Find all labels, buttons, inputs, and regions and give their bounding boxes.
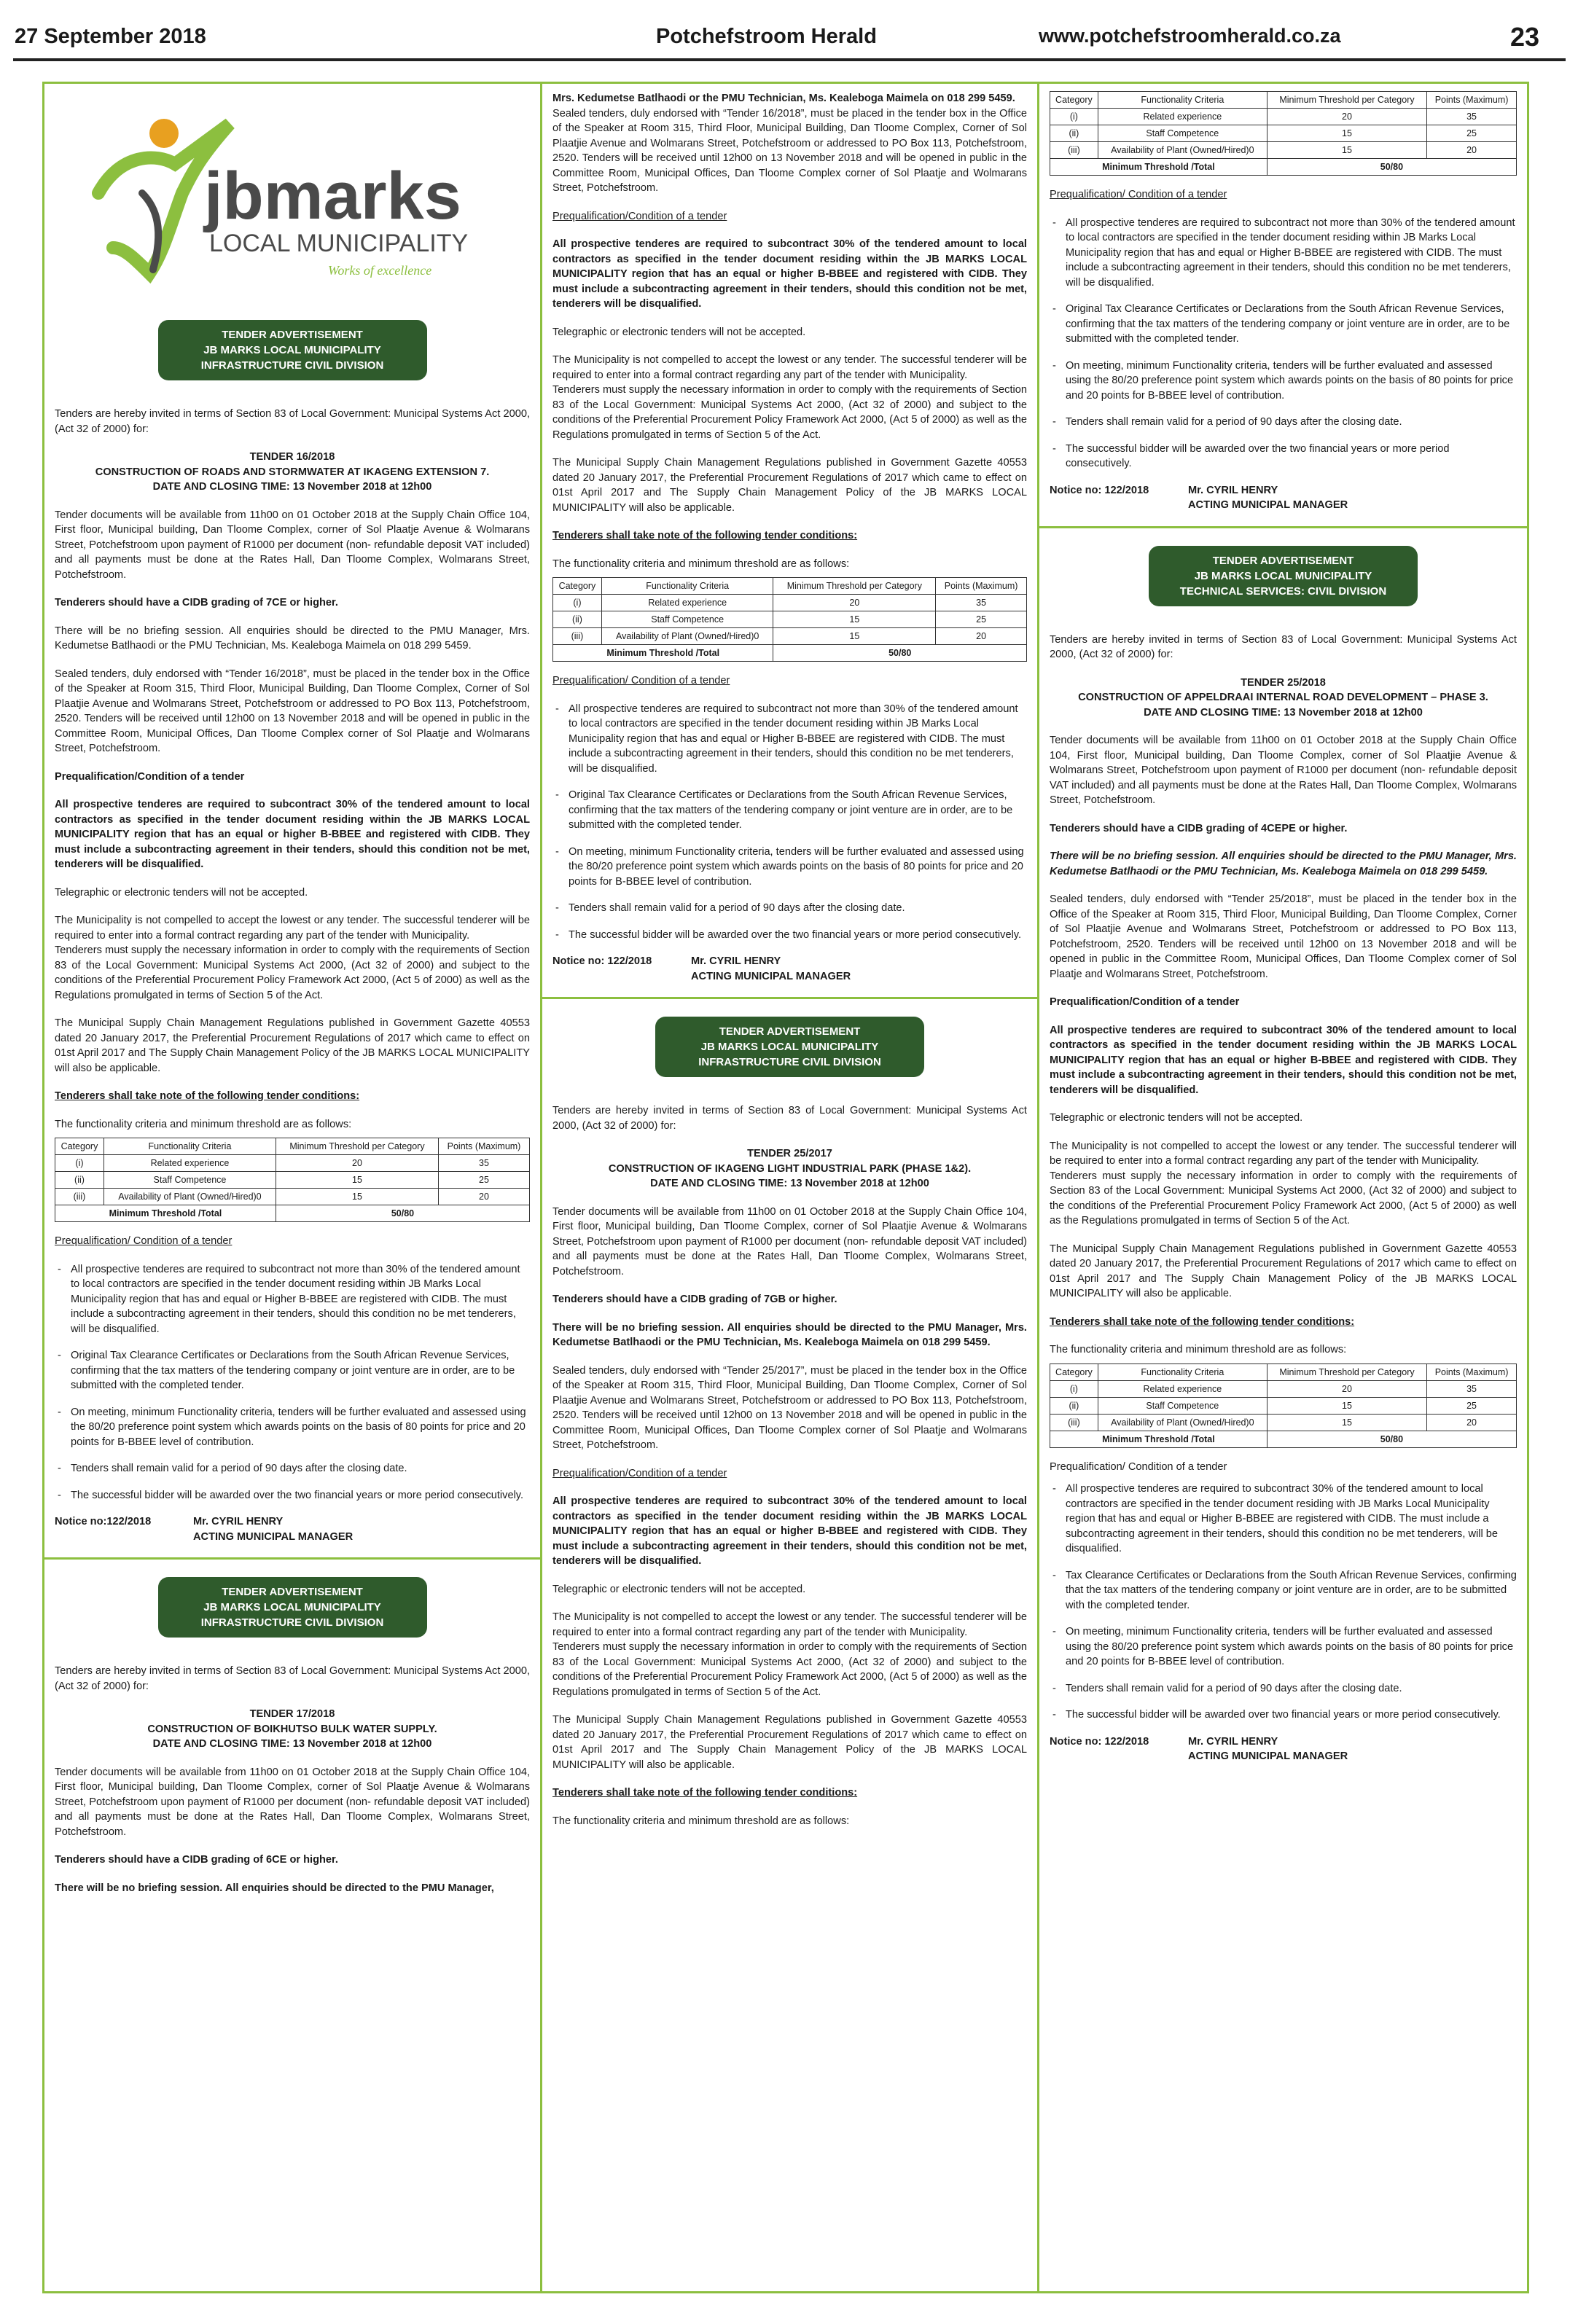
requirements-text: Tenderers must supply the necessary information in order to comply with the requirements of Section 83 of the Local Government: Municipal Systems Act 2000, (Act 32 of 2000) and subject to the conditions of the Preferential Procurement Policy Framework Act 2000, (Act 5 of 2000) as well as the Regulations promulgated in terms of Section 5 of the Act.: [55, 944, 530, 1001]
lowest-tender-note: The Municipality is not compelled to accept the lowest or any tender. The successful tenderer will be required to enter into a formal contract regarding any part of the tender with Municipality.: [1050, 1140, 1517, 1167]
documents-text: Tender documents will be available from 11h00 on 01 October 2018 at the Supply Chain Office 104, First floor, Municipal building, Dan Tloome Complex, corner of Sol Plaatjie Avenue & Wolmarans Street, Potchefstroom upon payment of R1000 per document (non- refundable deposit VAT included) and all payments must be done at the Rates Hall, Dan Tloome Complex, Wolmarans Street, Potchefstroom.: [552, 1205, 1027, 1278]
lowest-tender-note: The Municipality is not compelled to accept the lowest or any tender. The successful tenderer will be required to enter into a formal contract regarding any part of the tender with Municipality.: [55, 915, 530, 942]
functionality-criteria-table: [1050, 1364, 1517, 1448]
notice-signature: [552, 954, 1027, 984]
list-item: - Tenders shall remain valid for a period of 90 days after the closing date.: [1050, 415, 1517, 430]
notice-signature: [1050, 483, 1517, 513]
table-row: [55, 1155, 530, 1172]
invitation-text: Tenders are hereby invited in terms of Section 83 of Local Government: Municipal Systems Act 2000, (Act 32 of 2000) for:: [55, 408, 530, 435]
table-row: [553, 595, 1027, 611]
table-cell: 15: [276, 1189, 438, 1205]
signatory-name: Mr. CYRIL HENRY: [1188, 1735, 1278, 1748]
table-cell: 20: [1427, 142, 1517, 159]
list-item: - Original Tax Clearance Certificates or Declarations from the South African Revenue Services, confirming that the tax matters of the tendering company or joint venture are in order, are to be submitted with the completed tender.: [55, 1348, 530, 1393]
masthead-rule: [13, 58, 1566, 61]
tender-title: CONSTRUCTION OF ROADS AND STORMWATER AT IKAGENG EXTENSION 7.: [95, 466, 490, 478]
col-header: Functionality Criteria: [1098, 92, 1267, 109]
conditions-list: [1050, 1482, 1517, 1723]
signatory-title: ACTING MUNICIPAL MANAGER: [1188, 499, 1348, 511]
table-cell: (iii): [55, 1189, 104, 1205]
masthead: [0, 0, 1578, 58]
table-cell: 25: [1427, 1397, 1517, 1414]
invitation-text: Tenders are hereby invited in terms of Section 83 of Local Government: Municipal Systems Act 2000, (Act 32 of 2000) for:: [552, 1105, 1027, 1132]
table-cell: 20: [439, 1189, 530, 1205]
list-item: - On meeting, minimum Functionality criteria, tenders will be further evaluated and assessed using the 80/20 preference point system which awards points on the basis of 80 points for price and 20 points for B-BBEE level of contribution.: [1050, 359, 1517, 404]
table-cell: 20: [276, 1155, 438, 1172]
header-line-1: TENDER ADVERTISEMENT: [719, 1025, 861, 1038]
column-3: [1039, 84, 1527, 2291]
cidb-requirement: Tenderers should have a CIDB grading of 7CE or higher.: [55, 597, 338, 609]
list-item: - On meeting, minimum Functionality criteria, tenders will be further evaluated and assessed using the 80/20 preference point system which awards points on the basis of 80 points for price and 20 points for B-BBEE level of contribution.: [552, 845, 1027, 890]
header-line-2: JB MARKS LOCAL MUNICIPALITY: [203, 1601, 381, 1613]
total-value: 50/80: [773, 645, 1027, 662]
advert-frame: [42, 82, 1529, 2293]
col-header: Category: [1050, 1364, 1098, 1380]
tender-25-2017: [542, 997, 1037, 1846]
col-header: Minimum Threshold per Category: [276, 1138, 438, 1155]
table-cell: 15: [1267, 1397, 1426, 1414]
subcontract-condition: All prospective tenderes are required to subcontract 30% of the tendered amount to local contractors as specified in the tender document residing within the JB MARKS LOCAL MUNICIPALITY region that has an equal or higher B-BBEE and registered with CIDB. They must include a subcontracting agreement in their tenders, should this condition not be met, tenderers will be disqualified.: [552, 238, 1027, 310]
header-line-2: JB MARKS LOCAL MUNICIPALITY: [700, 1041, 879, 1053]
table-cell: (ii): [1050, 1397, 1098, 1414]
electronic-tenders-note: Telegraphic or electronic tenders will not be accepted.: [55, 886, 308, 899]
header-line-1: TENDER ADVERTISEMENT: [1212, 554, 1354, 567]
scm-regulations-text: The Municipal Supply Chain Management Regulations published in Government Gazette 40553 dated 20 January 2017, the Preferential Procurement Regulations of 2017 which came to effect on 01st April 2017 and The Supply Chain Management Policy of the JB MARKS LOCAL MUNICIPALITY will also be applicable.: [552, 1714, 1027, 1771]
tender-number: TENDER 16/2018: [249, 451, 335, 463]
header-line-3: TECHNICAL SERVICES: CIVIL DIVISION: [1179, 584, 1387, 598]
list-item: - Tenders shall remain valid for a period of 90 days after the closing date.: [1050, 1681, 1517, 1697]
notice-signature: [1050, 1734, 1517, 1764]
header-line-2: JB MARKS LOCAL MUNICIPALITY: [1194, 569, 1372, 582]
tender-title: CONSTRUCTION OF APPELDRAAI INTERNAL ROAD DEVELOPMENT – PHASE 3.: [1078, 692, 1488, 703]
table-row: [1050, 125, 1517, 142]
total-label: Minimum Threshold /Total: [1050, 159, 1268, 176]
table-cell: (ii): [1050, 125, 1098, 142]
scm-regulations-text: The Municipal Supply Chain Management Regulations published in Government Gazette 40553 dated 20 January 2017, the Preferential Procurement Regulations of 2017 which came to effect on 01st April 2017 and The Supply Chain Management Policy of the JB MARKS LOCAL MUNICIPALITY will also be applicable.: [552, 457, 1027, 514]
list-item: - The successful bidder will be awarded over two financial years or more period consecutively.: [1050, 1707, 1517, 1723]
list-item: - Tenders shall remain valid for a period of 90 days after the closing date.: [55, 1461, 530, 1476]
table-cell: Availability of Plant (Owned/Hired)0: [1098, 1414, 1267, 1431]
total-label: Minimum Threshold /Total: [553, 645, 773, 662]
signatory-title: ACTING MUNICIPAL MANAGER: [1188, 1750, 1348, 1762]
table-row: [55, 1172, 530, 1189]
closing-date: DATE AND CLOSING TIME: 13 November 2018 at 12h00: [152, 481, 432, 493]
criteria-intro: The functionality criteria and minimum threshold are as follows:: [552, 1815, 850, 1827]
col-header: Points (Maximum): [1427, 92, 1517, 109]
functionality-criteria-table: [1050, 91, 1517, 176]
conditions-heading: Tenderers shall take note of the following tender conditions:: [552, 530, 858, 541]
conditions-list: [552, 702, 1027, 943]
col-header: Points (Maximum): [1427, 1364, 1517, 1380]
table-row: [55, 1189, 530, 1205]
prequalification-2-heading: Prequalification/ Condition of a tender: [552, 675, 730, 686]
col-header: Minimum Threshold per Category: [773, 578, 936, 595]
documents-text: Tender documents will be available from 11h00 on 01 October 2018 at the Supply Chain Office 104, First floor, Municipal building, Dan Tloome Complex, corner of Sol Plaatje Avenue & Wolmarans Street, Potchefstroom upon payment of R1000 per document (non- refundable deposit VAT included) and all payments must be done at the Rates Hall, Dan Tloome Complex, Wolmarans Street, Potchefstroom.: [55, 1766, 530, 1838]
notice-signature: [55, 1514, 530, 1544]
criteria-intro: The functionality criteria and minimum threshold are as follows:: [55, 1118, 352, 1130]
table-cell: Staff Competence: [1098, 125, 1267, 142]
signatory: [1188, 1734, 1348, 1764]
prequalification-heading: Prequalification/Condition of a tender: [552, 1467, 727, 1479]
list-item: - Original Tax Clearance Certificates or Declarations from the South African Revenue Services, confirming that the tax matters of the tendering company or joint venture are in order, are to be submitted with the completed tender.: [552, 788, 1027, 833]
table-row: [553, 628, 1027, 645]
logo-tagline: Works of excellence: [328, 263, 432, 278]
list-item: - The successful bidder will be awarded over the two financial years or more period consecutively.: [1050, 442, 1517, 472]
table-cell: 35: [1427, 109, 1517, 125]
total-label: Minimum Threshold /Total: [55, 1205, 276, 1222]
criteria-intro: The functionality criteria and minimum threshold are as follows:: [1050, 1344, 1347, 1355]
logo-brand: jbmarks: [204, 159, 461, 233]
total-label: Minimum Threshold /Total: [1050, 1431, 1268, 1447]
conditions-heading: Tenderers shall take note of the following tender conditions:: [552, 1787, 858, 1799]
sealed-tenders-text: Sealed tenders, duly endorsed with “Tender 16/2018”, must be placed in the tender box in the Office of the Speaker at Room 315, Third Floor, Municipal Building, Dan Tloome Complex, Corner of Sol Plaatjie Avenue and Wolmarans Street, Potchefstroom or addressed to PO Box 113, Potchefstroom, 2520. Tenders will be received until 12h00 on 13 November 2018 and will be opened in public in the Committee Room, Municipal Offices, Dan Tloome Complex corner of Sol Plaatje and Wolmarans Street, Potchefstroom.: [55, 668, 530, 754]
signatory: [193, 1514, 353, 1544]
notice-number: Notice no: 122/2018: [1050, 1735, 1149, 1748]
table-total-row: [1050, 1431, 1517, 1447]
table-cell: Related experience: [1098, 109, 1267, 125]
table-cell: 15: [1267, 1414, 1426, 1431]
table-cell: 25: [439, 1172, 530, 1189]
table-cell: Staff Competence: [601, 611, 773, 628]
table-row: [1050, 1380, 1517, 1397]
logo-subtitle: LOCAL MUNICIPALITY: [209, 230, 469, 257]
table-header-row: [553, 578, 1027, 595]
col-header: Functionality Criteria: [103, 1138, 276, 1155]
col-header: Category: [55, 1138, 104, 1155]
jb-marks-logo: [55, 84, 530, 310]
conditions-heading: Tenderers shall take note of the following tender conditions:: [1050, 1315, 1355, 1328]
electronic-tenders-note: Telegraphic or electronic tenders will not be accepted.: [552, 326, 806, 338]
conditions-list: [55, 1262, 530, 1503]
list-item: - The successful bidder will be awarded over the two financial years or more period consecutively.: [552, 928, 1027, 943]
newspaper-url[interactable]: www.potchefstroomherald.co.za: [1039, 25, 1341, 47]
header-line-1: TENDER ADVERTISEMENT: [222, 329, 363, 341]
table-cell: (i): [553, 595, 602, 611]
tender-number: TENDER 25/2018: [1241, 676, 1326, 689]
tender-title: CONSTRUCTION OF BOIKHUTSO BULK WATER SUPPLY.: [147, 1723, 437, 1735]
invitation-text: Tenders are hereby invited in terms of Section 83 of Local Government: Municipal Systems Act 2000, (Act 32 of 2000) for:: [55, 1665, 530, 1692]
invitation-text: Tenders are hereby invited in terms of Section 83 of Local Government: Municipal Systems Act 2000, (Act 32 of 2000) for:: [1050, 633, 1517, 660]
col-header: Category: [1050, 92, 1098, 109]
table-cell: Staff Competence: [103, 1172, 276, 1189]
header-line-2: JB MARKS LOCAL MUNICIPALITY: [203, 344, 381, 356]
table-total-row: [1050, 159, 1517, 176]
table-cell: 20: [1267, 1380, 1426, 1397]
table-cell: 15: [1267, 142, 1426, 159]
requirements-text: Tenderers must supply the necessary information in order to comply with the requirements of Section 83 of the Local Government: Municipal Systems Act 2000, (Act 32 of 2000) and subject to the conditions of the Preferential Procurement Policy Framework Act 2000, (Act 5 of 2000) as well as the Regulations promulgated in terms of Section 5 of the Act.: [1050, 1170, 1517, 1226]
list-item: - All prospective tenderes are required to subcontract 30% of the tendered amount to local contractors are specified in the tender document residing with JB Marks Local Municipality region that has and equal or Higher B-BBEE are registered with CIDB. The must include a subcontracting agreement in their tenders, should this condition no be met tenderers, will be disqualified.: [1050, 1482, 1517, 1557]
table-cell: 15: [773, 628, 936, 645]
lowest-tender-note: The Municipality is not compelled to accept the lowest or any tender. The successful tenderer will be required to enter into a formal contract regarding any part of the tender with Municipality.: [552, 354, 1027, 381]
header-line-1: TENDER ADVERTISEMENT: [222, 1586, 363, 1598]
signatory-title: ACTING MUNICIPAL MANAGER: [193, 1530, 354, 1543]
tender-title-block: [552, 1146, 1027, 1192]
signatory-name: Mr. CYRIL HENRY: [1188, 484, 1278, 496]
table-cell: 20: [1267, 109, 1426, 125]
table-cell: (iii): [1050, 1414, 1098, 1431]
cidb-requirement: Tenderers should have a CIDB grading of 4CEPE or higher.: [1050, 822, 1348, 834]
notice-number: Notice no: 122/2018: [552, 955, 652, 967]
tender-17-2018-continued: [1039, 84, 1527, 526]
newspaper-title: Potchefstroom Herald: [656, 25, 877, 48]
closing-date: DATE AND CLOSING TIME: 13 November 2018 at 12h00: [1144, 706, 1423, 719]
signatory-name: Mr. CYRIL HENRY: [193, 1516, 284, 1527]
electronic-tenders-note: Telegraphic or electronic tenders will not be accepted.: [1050, 1112, 1303, 1124]
functionality-criteria-table: [552, 577, 1027, 662]
table-cell: 35: [1427, 1380, 1517, 1397]
col-header: Category: [553, 578, 602, 595]
table-row: [553, 611, 1027, 628]
col-header: Points (Maximum): [936, 578, 1027, 595]
col-header: Points (Maximum): [439, 1138, 530, 1155]
col-header: Functionality Criteria: [1098, 1364, 1267, 1380]
requirements-text: Tenderers must supply the necessary information in order to comply with the requirements of Section 83 of the Local Government: Municipal Systems Act 2000, (Act 32 of 2000) and subject to the conditions of the Preferential Procurement Policy Framework Act 2000, (Act 5 of 2000) as well as the Regulations promulgated in terms of Section 5 of the Act.: [552, 384, 1027, 441]
list-item: - The successful bidder will be awarded over the two financial years or more period consecutively.: [55, 1488, 530, 1503]
closing-date: DATE AND CLOSING TIME: 13 November 2018 at 12h00: [152, 1738, 432, 1750]
page-number: 23: [1510, 22, 1540, 52]
table-cell: 15: [773, 611, 936, 628]
table-row: [1050, 1397, 1517, 1414]
table-cell: Related experience: [601, 595, 773, 611]
tender-16-2018-continued: [542, 84, 1037, 997]
sealed-tenders-text: Sealed tenders, duly endorsed with “Tender 25/2018”, must be placed in the tender box in the Office of the Speaker at Room 315, Third Floor, Municipal Building, Dan Tloome Complex, Corner of Sol Plaatjie Avenue and Wolmarans Street, Potchefstroom or addressed to PO Box 113, Potchefstroom, 2520. Tenders will be received until 12h00 on 13 November 2018 and will be opened in public in the Committee Room, Municipal Offices, Dan Tloome Complex corner of Sol Plaatje and Wolmarans Street, Potchefstroom.: [1050, 893, 1517, 980]
prequalification-heading: Prequalification/Condition of a tender: [55, 770, 245, 783]
table-total-row: [553, 645, 1027, 662]
functionality-criteria-table: [55, 1138, 530, 1222]
list-item: - All prospective tenderes are required to subcontract not more than 30% of the tendered amount to local contractors are specified in the tender document residing within JB Marks Local Municipality region that has and equal or Higher B-BBEE are registered with CIDB. The must include a subcontracting agreement in their tenders, should this condition no be met tenderers, will be disqualified.: [1050, 216, 1517, 291]
col-header: Minimum Threshold per Category: [1267, 1364, 1426, 1380]
header-line-3: INFRASTRUCTURE CIVIL DIVISION: [200, 359, 384, 372]
list-item: - On meeting, minimum Functionality criteria, tenders will be further evaluated and assessed using the 80/20 preference point system which awards points on the basis of 80 points for price and 20 points for B-BBEE level of contribution.: [1050, 1624, 1517, 1670]
table-cell: (iii): [553, 628, 602, 645]
table-cell: Availability of Plant (Owned/Hired)0: [601, 628, 773, 645]
sealed-tenders-text: Sealed tenders, duly endorsed with “Tender 16/2018”, must be placed in the tender box in the Office of the Speaker at Room 315, Third Floor, Municipal Building, Dan Tloome Complex, Corner of Sol Plaatjie Avenue and Wolmarans Street, Potchefstroom or addressed to PO Box 113, Potchefstroom, 2520. Tenders will be received until 12h00 on 13 November 2018 and will be opened in public in the Committee Room, Municipal Offices, Dan Tloome Complex corner of Sol Plaatje and Wolmarans Street, Potchefstroom.: [552, 107, 1027, 194]
header-line-3: INFRASTRUCTURE CIVIL DIVISION: [200, 1616, 384, 1629]
signatory-title: ACTING MUNICIPAL MANAGER: [691, 970, 851, 982]
requirements-text: Tenderers must supply the necessary information in order to comply with the requirements of Section 83 of the Local Government: Municipal Systems Act 2000, (Act 32 of 2000) and subject to the conditions of the Preferential Procurement Policy Framework Act 2000, (Act 5 of 2000) as well as the Regulations promulgated in terms of Section 5 of the Act.: [552, 1641, 1027, 1698]
issue-date: 27 September 2018: [15, 25, 206, 48]
tender-17-2018: [44, 1557, 540, 1913]
tender-header-box: [158, 320, 427, 380]
list-item: - Tax Clearance Certificates or Declarations from the South African Revenue Services, confirming that the tax matters of the tendering company or joint venture are in order, are to be submitted with the completed tender.: [1050, 1568, 1517, 1613]
tender-16-2018: [44, 84, 540, 1557]
table-cell: (i): [1050, 109, 1098, 125]
cidb-requirement: Tenderers should have a CIDB grading of 7GB or higher.: [552, 1294, 837, 1305]
table-cell: 35: [439, 1155, 530, 1172]
signatory-name: Mr. CYRIL HENRY: [691, 955, 781, 967]
tender-number: TENDER 17/2018: [249, 1708, 335, 1720]
table-cell: (i): [1050, 1380, 1098, 1397]
header-line-3: INFRASTRUCTURE CIVIL DIVISION: [698, 1056, 881, 1068]
criteria-intro: The functionality criteria and minimum threshold are as follows:: [552, 557, 850, 570]
list-item: - Tenders shall remain valid for a period of 90 days after the closing date.: [552, 901, 1027, 916]
briefing-text: There will be no briefing session. All enquiries should be directed to the PMU Manager, Mrs. Kedumetse Batlhaodi or the PMU Technician, Ms. Kealeboga Maimela on 018 299 5459.: [1050, 850, 1517, 877]
conditions-heading: Tenderers shall take note of the following tender conditions:: [55, 1090, 360, 1102]
table-cell: 20: [936, 628, 1027, 645]
table-cell: 35: [936, 595, 1027, 611]
tender-number: TENDER 25/2017: [747, 1148, 832, 1159]
table-cell: Availability of Plant (Owned/Hired)0: [103, 1189, 276, 1205]
jb-marks-logo-icon: [55, 84, 492, 310]
contact-continued: Mrs. Kedumetse Batlhaodi or the PMU Technician, Ms. Kealeboga Maimela on 018 299 5459.: [552, 93, 1015, 104]
table-cell: (ii): [553, 611, 602, 628]
column-2: [542, 84, 1039, 2291]
table-cell: Staff Competence: [1098, 1397, 1267, 1414]
prequalification-2-heading: Prequalification/ Condition of a tender: [1050, 1460, 1227, 1473]
notice-number: Notice no: 122/2018: [1050, 484, 1149, 496]
list-item: - Original Tax Clearance Certificates or Declarations from the South African Revenue Services, confirming that the tax matters of the tendering company or joint venture are in order, are to be submitted with the completed tender.: [1050, 302, 1517, 347]
scm-regulations-text: The Municipal Supply Chain Management Regulations published in Government Gazette 40553 dated 20 January 2017, the Preferential Procurement Regulations of 2017 which came to effect on 01st April 2017 and The Supply Chain Management Policy of the JB MARKS LOCAL MUNICIPALITY will also be applicable.: [1050, 1243, 1517, 1299]
table-cell: 15: [1267, 125, 1426, 142]
table-row: [1050, 142, 1517, 159]
tender-header-box: [655, 1017, 924, 1077]
list-item: - On meeting, minimum Functionality criteria, tenders will be further evaluated and assessed using the 80/20 preference point system which awards points on the basis of 80 points for price and 20 points for B-BBEE level of contribution.: [55, 1405, 530, 1450]
subcontract-condition: All prospective tenderes are required to subcontract 30% of the tendered amount to local contractors as specified in the tender document residing within the JB MARKS LOCAL MUNICIPALITY region that has an equal or higher B-BBEE and registered with CIDB. They must include a subcontracting agreement in their tenders, should this condition not be met, tenderers will be disqualified.: [552, 1495, 1027, 1567]
table-total-row: [55, 1205, 530, 1222]
tender-25-2018: [1039, 526, 1527, 1777]
table-cell: 25: [1427, 125, 1517, 142]
documents-text: Tender documents will be available from 11h00 on 01 October 2018 at the Supply Chain Office 104, First floor, Municipal building, Dan Tloome Complex, corner of Sol Plaatje Avenue & Wolmarans Street, Potchefstroom upon payment of R1000 per document (non- refundable deposit VAT included) and all payments must be done at the Rates Hall, Dan Tloome Complex, Wolmarans Street, Potchefstroom.: [55, 509, 530, 581]
notice-number: Notice no:122/2018: [55, 1516, 152, 1527]
scm-regulations-text: The Municipal Supply Chain Management Regulations published in Government Gazette 40553 dated 20 January 2017, the Preferential Procurement Regulations of 2017 which came to effect on 01st April 2017 and The Supply Chain Management Policy of the JB MARKS LOCAL MUNICIPALITY will also be applicable.: [55, 1017, 530, 1074]
closing-date: DATE AND CLOSING TIME: 13 November 2018 at 12h00: [650, 1178, 929, 1189]
subcontract-condition: All prospective tenderes are required to subcontract 30% of the tendered amount to local contractors as specified in the tender document residing within the JB MARKS LOCAL MUNICIPALITY region that has an equal or higher B-BBEE and registered with CIDB. They must include a subcontracting agreement in their tenders, should this condition not be met, tenderers will be disqualified.: [55, 799, 530, 870]
table-cell: 15: [276, 1172, 438, 1189]
column-1: [44, 84, 542, 2291]
table-header-row: [1050, 92, 1517, 109]
tender-title-block: [1050, 676, 1517, 721]
table-row: [1050, 109, 1517, 125]
cidb-requirement: Tenderers should have a CIDB grading of 6CE or higher.: [55, 1854, 338, 1866]
table-header-row: [55, 1138, 530, 1155]
tender-header-box: [158, 1577, 427, 1638]
briefing-text: There will be no briefing session. All enquiries should be directed to the PMU Manager, Mrs. Kedumetse Batlhaodi or the PMU Technician, Ms. Kealeboga Maimela on 018 299 5459.: [552, 1321, 1027, 1348]
conditions-list: [1050, 216, 1517, 472]
table-cell: (ii): [55, 1172, 104, 1189]
table-row: [1050, 1414, 1517, 1431]
documents-text: Tender documents will be available from 11h00 on 01 October 2018 at the Supply Chain Office 104, First floor, Municipal building, Dan Tloome Complex, corner of Sol Plaatjie Avenue & Wolmarans Street, Potchefstroom upon payment of R1000 per document (non- refundable deposit VAT included) and all payments must be done at the Rates Hall, Dan Tloome Complex, Wolmarans Street, Potchefstroom.: [1050, 735, 1517, 806]
total-value: 50/80: [1267, 159, 1516, 176]
table-cell: Availability of Plant (Owned/Hired)0: [1098, 142, 1267, 159]
col-header: Functionality Criteria: [601, 578, 773, 595]
tender-title-block: [55, 1707, 530, 1752]
subcontract-condition: All prospective tenderes are required to subcontract 30% of the tendered amount to local contractors as specified in the tender document residing within the JB MARKS LOCAL MUNICIPALITY region that has an equal or higher B-BBEE and registered with CIDB. They must include a subcontracting agreement in their tenders, should this condition not be met, tenderers will be disqualified.: [1050, 1024, 1517, 1096]
table-cell: 20: [1427, 1414, 1517, 1431]
prequalification-2-heading: Prequalification/ Condition of a tender: [55, 1235, 233, 1247]
list-item: - All prospective tenderes are required to subcontract not more than 30% of the tendered amount to local contractors are specified in the tender document residing within JB Marks Local Municipality region that has and equal or Higher B-BBEE are registered with CIDB. The must include a subcontracting agreement in their tenders, should this condition no be met tenderers, will be disqualified.: [55, 1262, 530, 1337]
table-cell: Related experience: [1098, 1380, 1267, 1397]
table-cell: 20: [773, 595, 936, 611]
tender-title-block: [55, 450, 530, 495]
tender-header-box: [1149, 546, 1418, 606]
signatory: [1188, 483, 1348, 513]
table-cell: (i): [55, 1155, 104, 1172]
col-header: Minimum Threshold per Category: [1267, 92, 1426, 109]
total-value: 50/80: [1267, 1431, 1516, 1447]
prequalification-heading: Prequalification/ Condition of a tender: [1050, 189, 1227, 200]
signatory: [691, 954, 851, 984]
table-cell: 25: [936, 611, 1027, 628]
briefing-text: There will be no briefing session. All enquiries should be directed to the PMU Manager,: [55, 1882, 494, 1894]
electronic-tenders-note: Telegraphic or electronic tenders will not be accepted.: [552, 1583, 806, 1595]
prequalification-heading: Prequalification/Condition of a tender: [552, 210, 727, 222]
lowest-tender-note: The Municipality is not compelled to accept the lowest or any tender. The successful tenderer will be required to enter into a formal contract regarding any part of the tender with Municipality.: [552, 1611, 1027, 1638]
sealed-tenders-text: Sealed tenders, duly endorsed with “Tender 25/2017”, must be placed in the tender box in the Office of the Speaker at Room 315, Third Floor, Municipal Building, Dan Tloome Complex, Corner of Sol Plaatjie Avenue and Wolmarans Street, Potchefstroom or addressed to PO Box 113, Potchefstroom, 2520. Tenders will be received until 12h00 on 13 November 2018 and will be opened in public in the Committee Room, Municipal Offices, Dan Tloome Complex corner of Sol Plaatje and Wolmarans Street, Potchefstroom.: [552, 1364, 1027, 1451]
list-item: - All prospective tenderes are required to subcontract not more than 30% of the tendered amount to local contractors are specified in the tender document residing within JB Marks Local Municipality region that has and equal or Higher B-BBEE are registered with CIDB. The must include a subcontracting agreement in their tenders, should this condition no be met tenderers, will be disqualified.: [552, 702, 1027, 777]
table-cell: Related experience: [103, 1155, 276, 1172]
table-header-row: [1050, 1364, 1517, 1380]
prequalification-heading: Prequalification/Condition of a tender: [1050, 996, 1240, 1008]
table-cell: (iii): [1050, 142, 1098, 159]
total-value: 50/80: [276, 1205, 529, 1222]
tender-title: CONSTRUCTION OF IKAGENG LIGHT INDUSTRIAL PARK (PHASE 1&2).: [608, 1162, 972, 1175]
briefing-text: There will be no briefing session. All enquiries should be directed to the PMU Manager, Mrs. Kedumetse Batlhaodi or the PMU Technician, Ms. Kealeboga Maimela on 018 299 5459.: [55, 625, 530, 652]
